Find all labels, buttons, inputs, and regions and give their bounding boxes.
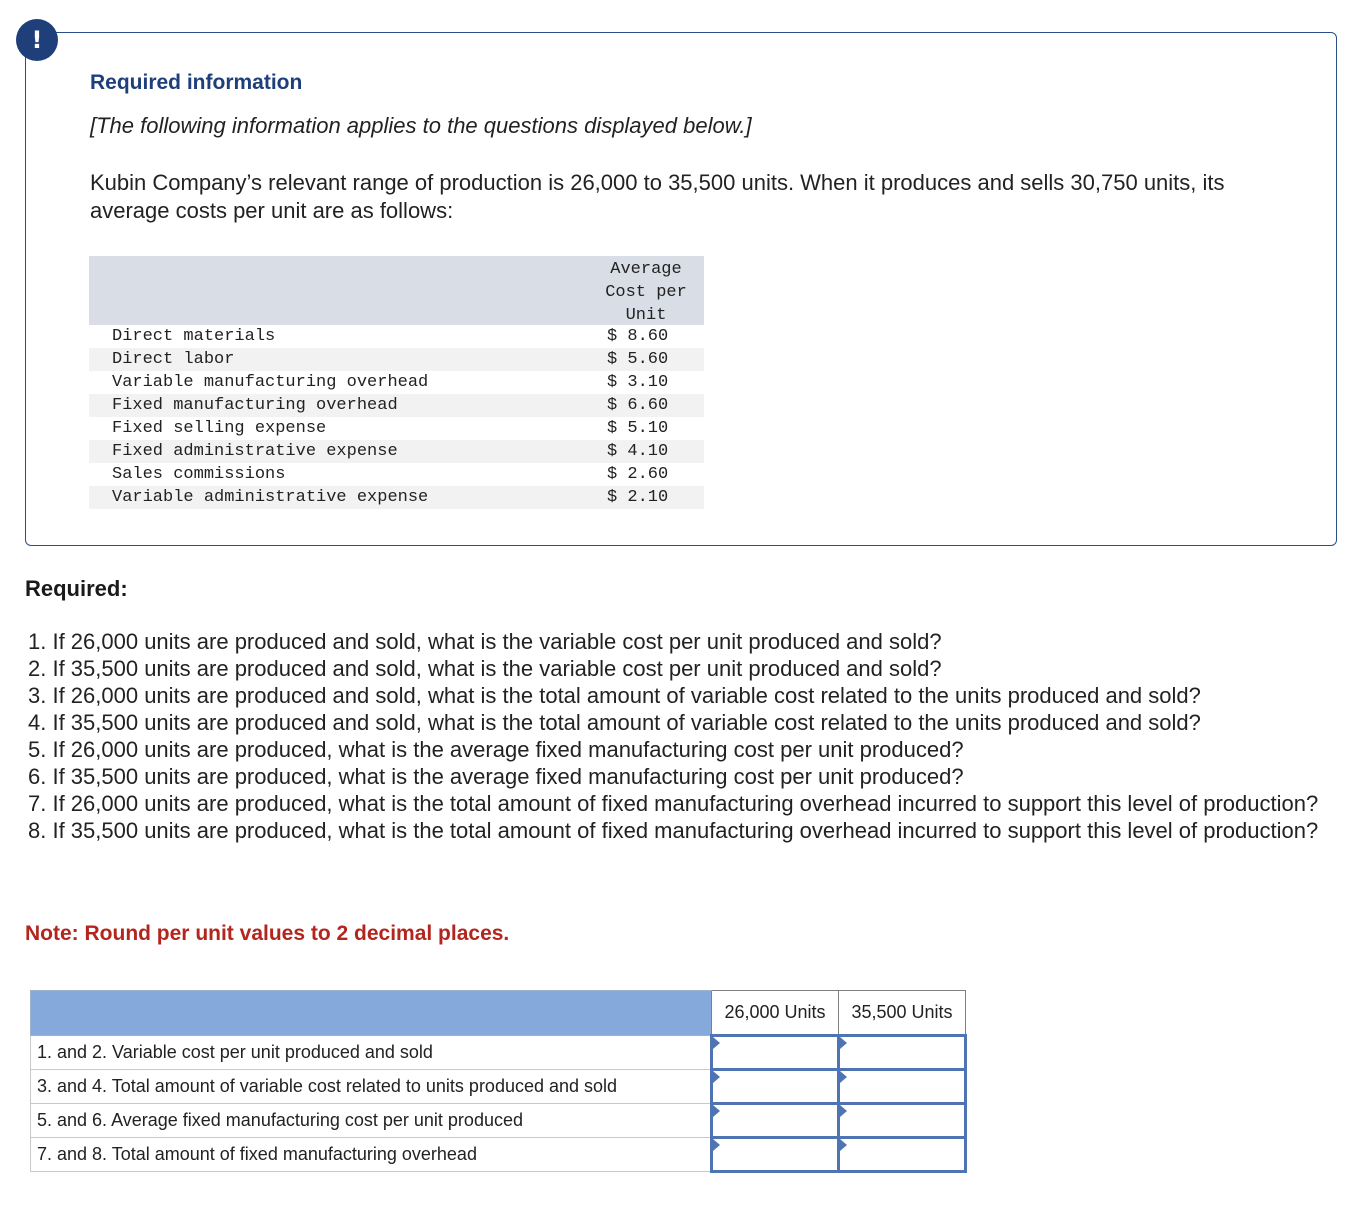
answer-input[interactable] (840, 1105, 964, 1136)
answer-cell[interactable] (839, 1070, 966, 1104)
cost-table-header (89, 256, 704, 325)
cost-value: $ 4.10 (607, 442, 669, 461)
answer-cell[interactable] (712, 1104, 839, 1138)
cost-value: $ 3.10 (607, 373, 669, 392)
answer-row-label: 5. and 6. Average fixed manufacturing cost per unit produced (31, 1104, 712, 1138)
answer-cell[interactable] (839, 1036, 966, 1070)
required-information-title: Required information (90, 71, 303, 94)
cost-row (89, 394, 704, 417)
cost-row (89, 371, 704, 394)
cost-label: Variable administrative expense (112, 488, 429, 507)
answer-cell[interactable] (712, 1138, 839, 1172)
alert-icon: ! (16, 19, 58, 61)
answer-input[interactable] (713, 1139, 837, 1170)
cost-table-body (89, 325, 704, 509)
cost-row (89, 463, 704, 486)
question-item: 1. If 26,000 units are produced and sold, what is the variable cost per unit produced and sold? (28, 629, 942, 654)
cost-column-header: Average Cost per Unit (605, 260, 687, 325)
cost-label: Fixed administrative expense (112, 442, 398, 461)
cost-label: Fixed manufacturing overhead (112, 396, 398, 415)
question-item: 3. If 26,000 units are produced and sold, what is the total amount of variable cost related to the units produced and sold? (28, 683, 1201, 708)
cost-value: $ 5.10 (607, 419, 669, 438)
answer-row (31, 1104, 966, 1138)
cost-value: $ 8.60 (607, 327, 669, 346)
answer-row-label: 3. and 4. Total amount of variable cost related to units produced and sold (31, 1070, 712, 1104)
cost-row (89, 325, 704, 348)
cost-value: $ 5.60 (607, 350, 669, 369)
rounding-note: Note: Round per unit values to 2 decimal places. (25, 922, 510, 945)
answer-cell[interactable] (839, 1138, 966, 1172)
answer-input[interactable] (713, 1071, 837, 1102)
cost-label: Direct materials (112, 327, 276, 346)
answer-row (31, 1138, 966, 1172)
cost-label: Direct labor (112, 350, 235, 369)
answer-row-label: 1. and 2. Variable cost per unit produced and sold (31, 1036, 712, 1070)
cost-row (89, 440, 704, 463)
answer-input[interactable] (840, 1037, 964, 1068)
cost-label: Sales commissions (112, 465, 286, 484)
question-item: 7. If 26,000 units are produced, what is the total amount of fixed manufacturing overhead incurred to support this level of production? (28, 791, 1319, 816)
column-header-35500: 35,500 Units (839, 991, 966, 1036)
answer-input[interactable] (713, 1037, 837, 1068)
answer-input[interactable] (713, 1105, 837, 1136)
answer-row (31, 1036, 966, 1070)
answer-cell[interactable] (839, 1104, 966, 1138)
answer-table (30, 990, 967, 1173)
answer-row (31, 1070, 966, 1104)
question-item: 4. If 35,500 units are produced and sold, what is the total amount of variable cost related to the units produced and sold? (28, 710, 1201, 735)
cost-row (89, 417, 704, 440)
question-item: 8. If 35,500 units are produced, what is the total amount of fixed manufacturing overhead incurred to support this level of production? (28, 818, 1319, 843)
information-note: [The following information applies to the questions displayed below.] (90, 113, 752, 138)
cost-label: Variable manufacturing overhead (112, 373, 429, 392)
average-cost-table (89, 256, 704, 509)
answer-input[interactable] (840, 1071, 964, 1102)
problem-intro: Kubin Company’s relevant range of production is 26,000 to 35,500 units. When it produces and sells 30,750 units, its average costs per unit are as follows: (90, 170, 1225, 223)
answer-row-label: 7. and 8. Total amount of fixed manufacturing overhead (31, 1138, 712, 1172)
cost-value: $ 2.60 (607, 465, 669, 484)
question-item: 2. If 35,500 units are produced and sold, what is the variable cost per unit produced and sold? (28, 656, 942, 681)
cost-row (89, 486, 704, 509)
cost-row (89, 348, 704, 371)
question-item: 5. If 26,000 units are produced, what is the average fixed manufacturing cost per unit produced? (28, 737, 964, 762)
answer-cell[interactable] (712, 1036, 839, 1070)
answer-table-header (31, 991, 966, 1036)
column-header-26000: 26,000 Units (712, 991, 839, 1036)
required-information-panel (25, 32, 1337, 546)
cost-value: $ 6.60 (607, 396, 669, 415)
cost-label: Fixed selling expense (112, 419, 327, 438)
cost-value: $ 2.10 (607, 488, 669, 507)
question-list (28, 628, 1348, 844)
answer-table-corner (31, 991, 712, 1036)
required-title: Required: (25, 576, 128, 601)
answer-input[interactable] (840, 1139, 964, 1170)
question-item: 6. If 35,500 units are produced, what is the average fixed manufacturing cost per unit produced? (28, 764, 964, 789)
answer-cell[interactable] (712, 1070, 839, 1104)
